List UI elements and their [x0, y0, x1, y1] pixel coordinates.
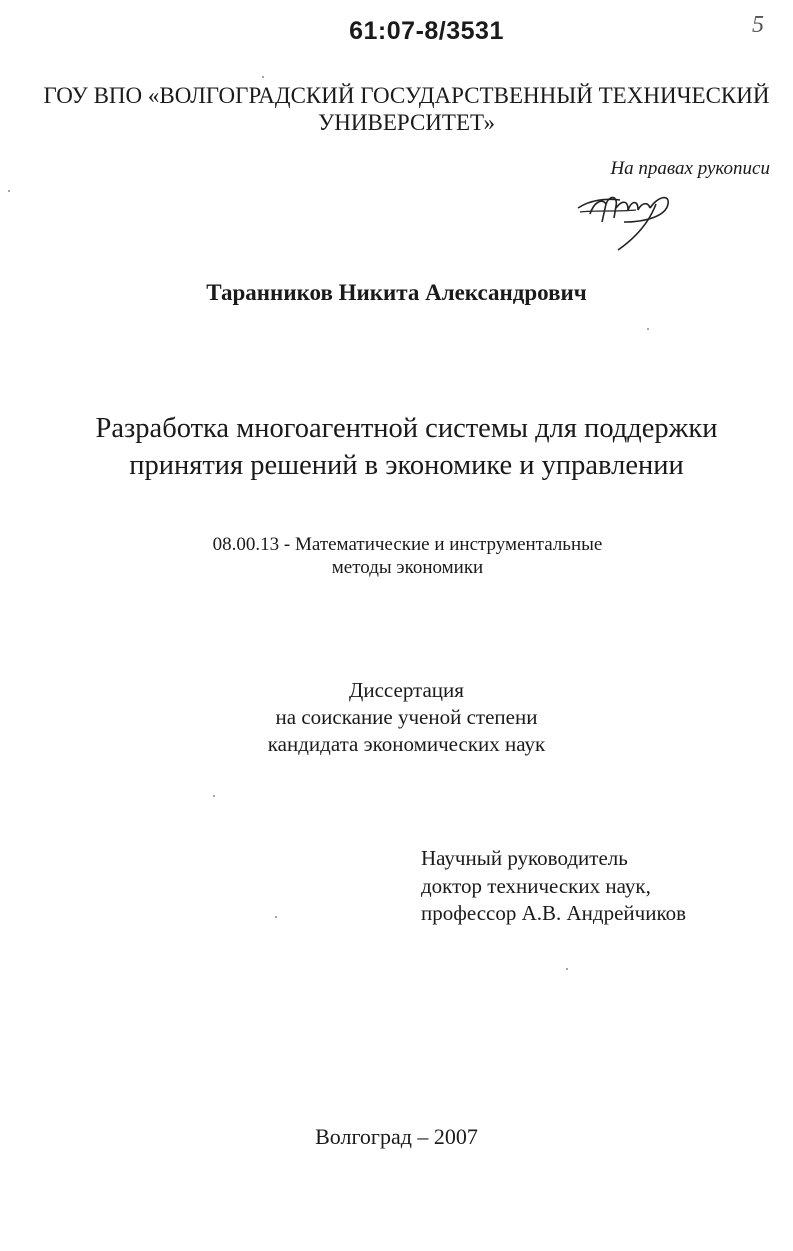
specialty-line-1: 08.00.13 - Математические и инструментальные [212, 534, 603, 555]
degree-line-2: на соискание ученой степени [275, 705, 538, 729]
institution-line-2: УНИВЕРСИТЕТ» [318, 110, 495, 135]
scan-speck [262, 76, 264, 78]
supervisor-line-1: Научный руководитель [421, 846, 628, 870]
institution-name [40, 82, 773, 136]
degree-line-3: кандидата экономических наук [267, 732, 546, 756]
supervisor-line-2: доктор технических наук, [421, 873, 651, 898]
degree-line-1: Диссертация [349, 678, 464, 702]
scan-speck [213, 795, 215, 797]
supervisor-line-3: профессор А.В. Андрейчиков [421, 901, 687, 925]
catalog-number: 61:07-8/3531 [349, 17, 504, 45]
dissertation-title [40, 410, 773, 484]
specialty-code [100, 533, 715, 579]
signature-icon [576, 182, 676, 252]
scientific-supervisor [421, 845, 781, 928]
title-line-1: Разработка многоагентной системы для поддержки [95, 413, 718, 444]
scan-speck [8, 190, 10, 192]
manuscript-rights-note: На правах рукописи [610, 158, 770, 179]
institution-line-1: ГОУ ВПО «ВОЛГОГРАДСКИЙ ГОСУДАРСТВЕННЫЙ ТЕХНИЧЕСКИЙ [43, 83, 770, 108]
title-line-2: принятия решений в экономике и управлении [129, 450, 684, 481]
author-name: Таранников Никита Александрович [206, 280, 587, 305]
scan-speck [275, 916, 277, 918]
handwritten-page-mark: 5 [752, 12, 764, 38]
specialty-line-2: методы экономики [331, 557, 484, 578]
scan-speck [647, 328, 649, 330]
degree-statement [0, 677, 793, 758]
city-and-year: Волгоград – 2007 [315, 1124, 478, 1149]
scan-speck [566, 968, 568, 970]
